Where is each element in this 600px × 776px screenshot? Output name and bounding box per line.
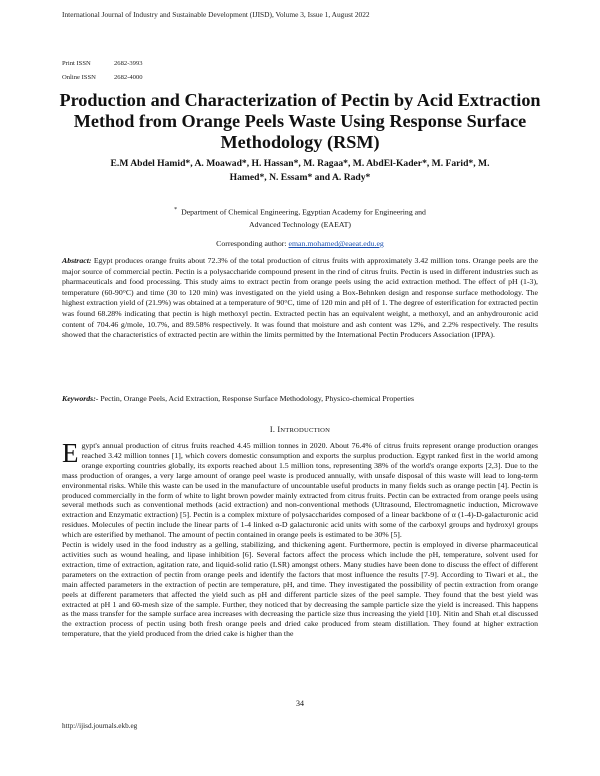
affiliation: [100, 204, 500, 231]
page-number: 34: [296, 699, 304, 708]
authors-line-2: Hamed*, N. Essam* and A. Rady*: [229, 172, 371, 183]
online-issn-row: [62, 71, 143, 85]
section-title: [277, 425, 330, 434]
keywords: [62, 394, 538, 404]
corresponding-email-link[interactable]: eman.mohamed@eaeat.edu.eg: [288, 239, 384, 248]
corresponding-author: [62, 239, 538, 248]
issn-block: [62, 57, 143, 85]
section-title-rest: NTRODUCTION: [280, 427, 331, 434]
authors-line-1: E.M Abdel Hamid*, A. Moawad*, H. Hassan*, M. Ragaa*, M. AbdEl-Kader*, M. Farid*, M.: [110, 158, 490, 169]
section-title-initial: I: [277, 425, 281, 434]
online-issn-value: 2682-4000: [114, 74, 143, 81]
keywords-heading: Keywords:: [62, 394, 96, 403]
print-issn-label: Print ISSN: [62, 60, 91, 67]
affiliation-line-1: [100, 204, 500, 219]
intro-paragraph-1: [62, 438, 538, 540]
section-heading-introduction: [62, 425, 538, 434]
abstract: [62, 256, 538, 341]
intro-paragraph-2: Pectin is widely used in the food industry as a gelling, stabilizing, and thickening agent. Furthermore, pectin is employed in diverse pharmaceutical activities such as wound healing, and lipase inhibition [6]. Several factors affect the process which include the pH, temperature, solvent used for extraction, time of extraction, agitation rate, and liquid-solid ratio (LSR) amongst others. Many studies have been done to discuss the effect of different parameters on the extraction of pectin from orange peels and identify the factors that most influence the results [7-9]. According to Tiwari et al., the main affected parameters in the extraction of pectin are temperature, pH, and time. They investigated the possibility of pectin extraction from orange peels at different parameters that affected the yield such as pH and different particle sizes of the peel sample. They found that the best yield was extracted at pH 1 and 60-mesh size of the sample. Further, they noticed that by decreasing the sample particle size the yield is increased. This happens as the mass transfer for the sample surface area increases with decreasing the particle size thus increasing the yield [10]. Nitin and Shah et.al discussed the extraction process of pectin using both fresh orange peels and dried cake produced from steam distillation. They found at higher extraction temperature, that the yield produced from the dried cake is higher than the: [62, 540, 538, 639]
abstract-heading: Abstract:: [62, 256, 92, 265]
drop-cap: E: [62, 438, 79, 468]
print-issn-row: [62, 57, 143, 71]
journal-header: International Journal of Industry and Sustainable Development (IJISD), Volume 3, Issue 1, August 2022: [62, 10, 370, 19]
corresponding-label: Corresponding author:: [216, 239, 287, 248]
online-issn-label: Online ISSN: [62, 74, 96, 81]
print-issn-value: 2682-3993: [114, 60, 143, 67]
abstract-text: Egypt produces orange fruits about 72.3% of the total production of citrus fruits with approximately 3.42 million tons. Orange peels are the major source of commercial pectin. Pectin is a polysaccharide compound present in the rind of citrus fruits. Pectin is used in different industries such as pharmaceuticals and food processing. This study aims to extract pectin from orange peels using the acid extraction method. The effect of pH (1-3), temperature (60-90°C) and time (30 to 120 min) was investigated on the yield using a Box-Behnken design and response surface methodology. The highest extraction yield of (21.9%) was obtained at a temperature of 90°C, time of 120 min and pH of 1. The degree of esterification for extracted pectin was found 68.28% indicating that pectin is high methoxyl pectin. Extracted pectin has an equivalent weight, a methoxyl, and an anhydrouronic acid content of 704.46 g/mole, 10.7%, and 89.58% respectively. It was found that moisture and ash content was 12%, and 2.2% respectively. The results showed that the characteristics of extracted pectin are within the limits permitted by the International Pectin Producers Association (IPPA).: [62, 256, 538, 340]
affiliation-line-2: Advanced Technology (EAEAT): [249, 219, 351, 229]
affiliation-text-1: Department of Chemical Engineering, Egyptian Academy for Engineering and: [181, 207, 426, 217]
authors: [70, 157, 530, 185]
introduction-body: [62, 438, 538, 639]
paper-title: Production and Characterization of Pectin by Acid Extraction Method from Orange Peels Waste Using Response Surface Methodology (RSM): [59, 90, 541, 152]
section-numeral: I.: [269, 425, 276, 434]
keywords-text: - Pectin, Orange Peels, Acid Extraction, Response Surface Methodology, Physico-chemical Properties: [95, 394, 415, 403]
footer-url: http://ijisd.journals.ekb.eg: [62, 722, 138, 730]
affiliation-star: *: [174, 207, 178, 213]
intro-paragraph-1-text: gypt's annual production of citrus fruits reached 4.45 million tonnes in 2020. About 76.4% of citrus fruits represent orange production oranges reached 3.42 million tonnes [1], which covers domestic consumption and exports the surplus production. Egypt ranked first in the world among orange exporting countries globally, its exports reached about 1.5 million tons, representing 38% of the world's orange exports [2,3]. Due to the mass production of oranges, a very large amount of orange peel waste is produced annually, with unsafe disposal of this waste will lead to long-term environmental risks. While this waste can be used in the manufacture of uncountable useful products in many fields such as orange pectin [4]. Pectin is produced commercially in the form of white to light brown powder mainly extracted from citrus fruits. Pectin can be extracted from orange peels using several methods such as conventional methods (acid extraction) and non-conventional methods (Ultrasound, Electromagnetic induction, Microwave extraction and Enzymatic extraction) [5]. Pectin is a complex mixture of polysaccharides composed of a linear backbone of α (1-4)-D-galacturonic acid residues. Molecules of pectin include the linear parts of 1-4 linked α-D galacturonic acid units with some of the carboxyl groups and hydroxyl groups which are esterified by methanol. The amount of pectin contained in orange peels is estimated to be 30% [5].: [62, 441, 538, 540]
